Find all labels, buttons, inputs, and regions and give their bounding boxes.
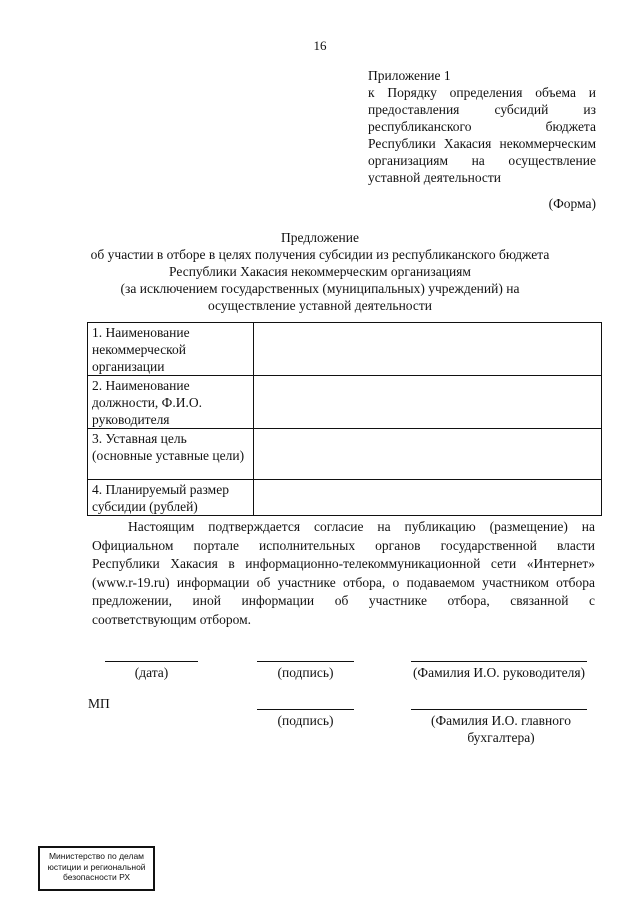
consent-line: (www.r-19.ru) информации об участнике отбора, о подаваемом участником отбора <box>92 574 595 590</box>
appendix-header <box>368 67 596 186</box>
form-label: (Форма) <box>548 196 596 211</box>
appendix-line: Республики Хакасия некоммерческим <box>368 136 596 151</box>
consent-line: соответствующим отбором. <box>92 611 251 627</box>
document-title <box>80 229 560 314</box>
table-row <box>88 429 602 480</box>
title-line: осуществление уставной деятельности <box>207 298 433 313</box>
row-value-field[interactable] <box>254 480 602 516</box>
row-value-field[interactable] <box>254 429 602 480</box>
date-caption: (дата) <box>134 665 169 680</box>
ministry-stamp <box>38 846 155 891</box>
accountant-name-caption <box>410 712 592 746</box>
head-name-line[interactable] <box>411 661 587 662</box>
page-number: 16 <box>313 38 327 53</box>
stamp-line: юстиции и региональной <box>47 861 146 872</box>
row-label: 1. Наименование некоммерческой организации <box>88 323 254 376</box>
stamp-line: Министерство по делам <box>48 851 145 861</box>
signature-caption: (подпись) <box>277 665 334 680</box>
appendix-line: республиканского бюджета <box>368 119 596 134</box>
consent-line: Настоящим подтверждается согласие на публикацию (размещение) на <box>128 519 595 534</box>
head-name-caption: (Фамилия И.О. руководителя) <box>412 665 586 680</box>
appendix-line: предоставления субсидий из <box>368 102 596 117</box>
table-row <box>88 376 602 429</box>
signature-line-2[interactable] <box>257 709 354 710</box>
date-line[interactable] <box>105 661 198 662</box>
accountant-name-line[interactable] <box>411 709 587 710</box>
appendix-line: организациям на осуществление <box>368 153 596 168</box>
row-label: 3. Уставная цель (основные уставные цели) <box>88 429 254 480</box>
signature-line[interactable] <box>257 661 354 662</box>
table-row <box>88 480 602 516</box>
consent-paragraph <box>92 518 595 629</box>
row-value-field[interactable] <box>254 376 602 429</box>
seal-label: МП <box>88 696 110 711</box>
accountant-caption-line: (Фамилия И.О. главного <box>431 713 571 728</box>
row-label: 2. Наименование должности, Ф.И.О. руководителя <box>88 376 254 429</box>
row-value-field[interactable] <box>254 323 602 376</box>
accountant-caption-line: бухгалтера) <box>467 730 535 745</box>
table-row <box>88 323 602 376</box>
appendix-line: уставной деятельности <box>368 170 502 185</box>
title-line: Республики Хакасия некоммерческим организациям <box>169 264 471 279</box>
stamp-line: безопасности РХ <box>62 872 131 882</box>
title-line: об участии в отборе в целях получения субсидии из республиканского бюджета <box>90 247 550 262</box>
consent-line: Республики Хакасия в информационно-телекоммуникационной сети «Интернет» <box>92 556 595 571</box>
proposal-table <box>87 322 602 516</box>
row-label: 4. Планируемый размер субсидии (рублей) <box>88 480 254 516</box>
consent-line: Официальном портале исполнительных органов государственной власти <box>92 537 595 553</box>
title-line: Предложение <box>281 230 359 245</box>
signature-caption-2: (подпись) <box>277 713 334 728</box>
appendix-line: к Порядку определения объема и <box>368 85 596 100</box>
consent-line: предложении, иной информации об участнике отбора, связанной с <box>92 593 595 608</box>
title-line: (за исключением государственных (муниципальных) учреждений) на <box>120 281 520 296</box>
appendix-line: Приложение 1 <box>368 68 451 83</box>
